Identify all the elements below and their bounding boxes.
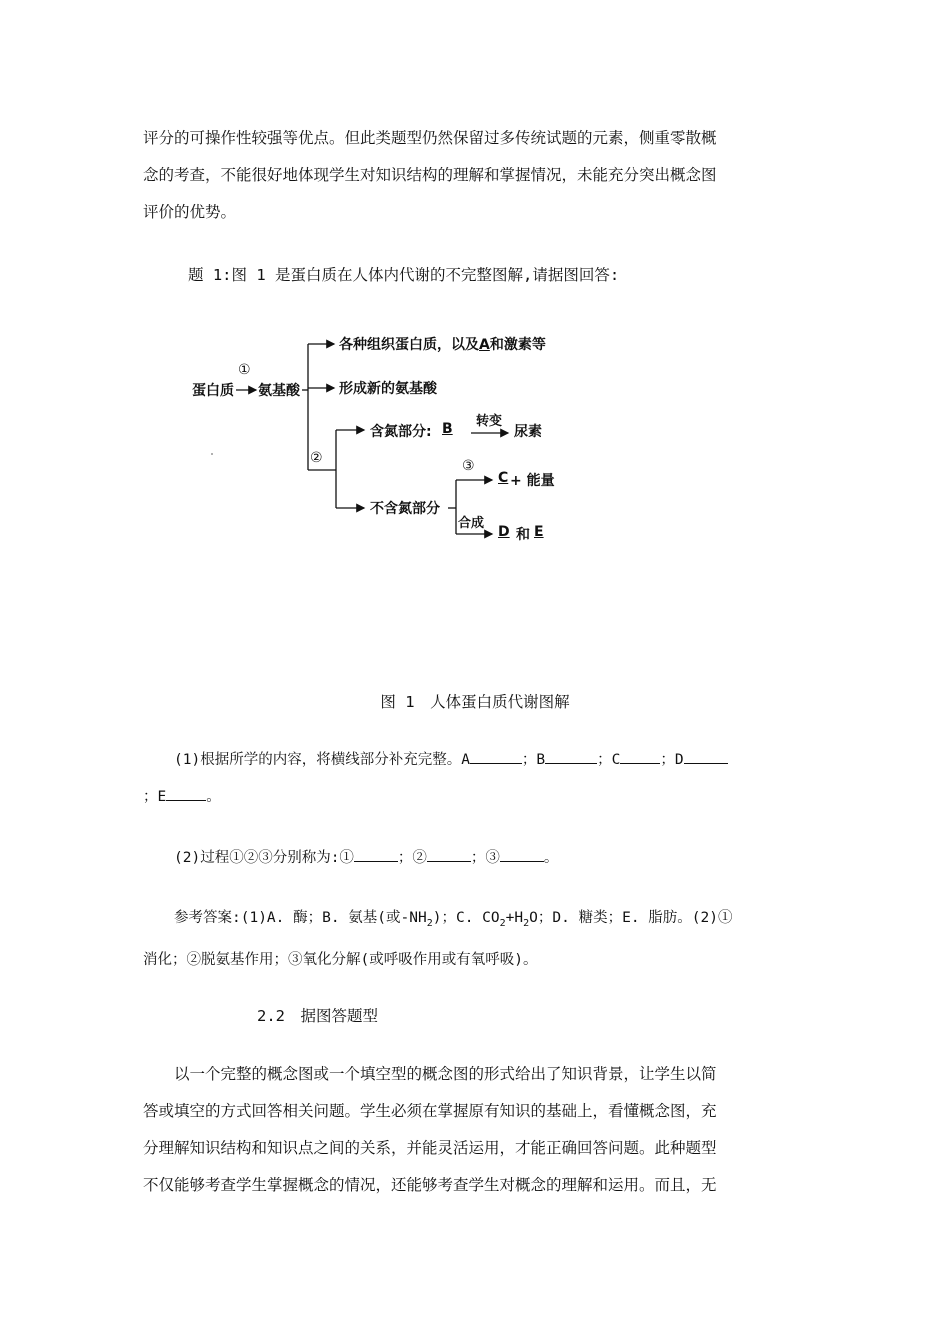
paragraph-line: 不仅能够考查学生掌握概念的情况，还能够考查学生对概念的理解和运用。而且，无: [143, 1176, 717, 1194]
label-e: ；E: [143, 789, 167, 805]
step-3-label: ③: [462, 458, 475, 474]
protein-metabolism-diagram: [186, 322, 566, 552]
answer-blank-2[interactable]: [427, 847, 471, 863]
question-part-2: [143, 840, 803, 877]
label-b: ；B: [521, 752, 546, 768]
energy-label: + 能量: [510, 473, 555, 489]
blank-e: E: [534, 524, 544, 540]
paragraph-line: 以一个完整的概念图或一个填空型的概念图的形式给出了知识背景，让学生以简: [174, 1065, 717, 1083]
paragraph-diagram-question: [143, 1056, 803, 1204]
subscript: 2: [523, 917, 530, 929]
answer-text: +H: [505, 910, 524, 926]
answer-blank-d[interactable]: [684, 749, 728, 765]
label-2: ；②: [397, 850, 427, 866]
question-part-1: [143, 742, 803, 816]
label-c: ；C: [597, 752, 621, 768]
question-part-2-line: [143, 840, 803, 877]
paragraph-line: 评价的优势。: [143, 203, 237, 221]
paragraph-line: 答或填空的方式回答相关问题。学生必须在掌握原有知识的基础上，看懂概念图，充: [143, 1102, 717, 1120]
question-part-1-line: [143, 779, 803, 816]
tissue-protein-suffix: 和激素等: [489, 337, 546, 353]
urea-node: 尿素: [514, 424, 542, 440]
answer-text: 参考答案:(1)A. 酶；B. 氨基(或-NH: [174, 910, 427, 926]
paragraph-line: 评分的可操作性较强等优点。但此类题型仍然保留过多传统试题的元素，侧重零散概: [143, 129, 717, 147]
non-nitrogen-node: 不含氮部分: [370, 501, 440, 517]
answer-line: [143, 900, 803, 942]
answer-text: )；C. CO: [432, 910, 500, 926]
step-2-label: ②: [310, 450, 323, 466]
answer-blank-c[interactable]: [620, 749, 660, 765]
answer-text: O；D. 糖类；E. 脂肪。(2)①: [529, 910, 733, 926]
blank-b: B: [442, 421, 453, 437]
amino-acid-node: 氨基酸: [258, 383, 300, 399]
period: 。: [543, 850, 559, 866]
new-amino-acid-node: 形成新的氨基酸: [339, 381, 437, 397]
label-3: ；③: [470, 850, 500, 866]
synthesis-label: 合成: [458, 516, 485, 531]
protein-node: 蛋白质: [192, 383, 234, 399]
answer-blank-e[interactable]: [166, 786, 206, 802]
nitrogen-part-node: 含氮部分:: [370, 424, 432, 440]
question-part-2-text: (2)过程①②③分别称为:①: [174, 850, 354, 866]
answer-blank-3[interactable]: [500, 847, 544, 863]
subscript: 2: [426, 917, 433, 929]
figure-caption: 图 1 人体蛋白质代谢图解: [380, 693, 570, 711]
tissue-protein-node: [339, 334, 546, 354]
paragraph-line: 念的考查，不能很好地体现学生对知识结构的理解和掌握情况，未能充分突出概念图: [143, 166, 717, 184]
transform-label: 转变: [476, 414, 503, 429]
reference-answer: [143, 900, 803, 979]
answer-blank-b[interactable]: [545, 749, 597, 765]
question-part-1-text: (1)根据所学的内容，将横线部分补充完整。A: [174, 752, 470, 768]
period: 。: [206, 789, 221, 805]
subscript: 2: [499, 917, 506, 929]
paragraph-evaluation: [143, 120, 803, 231]
question-part-1-line: [143, 742, 803, 779]
answer-line: 消化；②脱氨基作用；③氧化分解(或呼吸作用或有氧呼吸)。: [143, 951, 538, 968]
section-heading: 2.2 据图答题型: [257, 1007, 378, 1025]
answer-blank-1[interactable]: [354, 847, 398, 863]
blank-d: D: [498, 524, 510, 540]
step-1-label: ①: [238, 362, 251, 378]
tissue-protein-prefix: 各种组织蛋白质，以及: [339, 337, 479, 353]
answer-blank-a[interactable]: [470, 749, 522, 765]
question-intro: 题 1:图 1 是蛋白质在人体内代谢的不完整图解,请据图回答:: [188, 266, 620, 284]
paragraph-line: 分理解知识结构和知识点之间的关系，并能灵活运用，才能正确回答问题。此种题型: [143, 1139, 717, 1157]
label-d: ；D: [660, 752, 684, 768]
and-label: 和: [516, 527, 530, 543]
blank-c: C: [498, 470, 509, 486]
blank-a: A: [479, 337, 490, 353]
